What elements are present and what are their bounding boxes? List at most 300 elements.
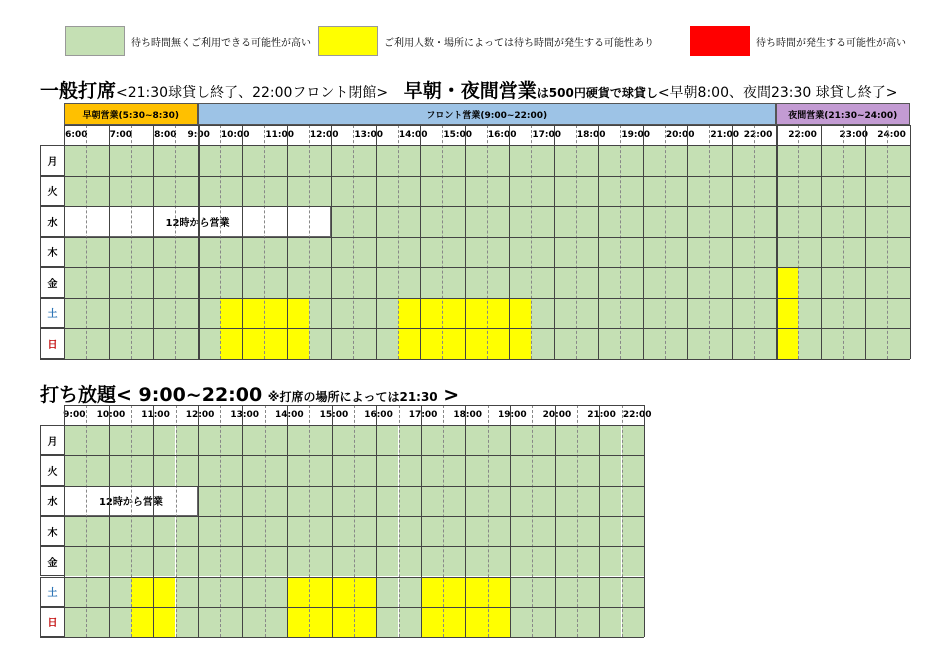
slot-cell xyxy=(821,145,843,176)
slot-cell xyxy=(64,516,86,546)
slot-cell xyxy=(554,206,576,237)
slot-cell xyxy=(576,237,598,268)
slot-cell xyxy=(287,267,309,298)
grid-vline xyxy=(509,125,510,359)
slot-cell xyxy=(510,607,532,637)
slot-cell xyxy=(398,267,420,298)
slot-cell xyxy=(465,486,487,516)
slot-cell xyxy=(665,176,687,207)
slot-cell xyxy=(220,607,242,637)
band-0: 早朝営業(5:30~8:30) xyxy=(64,103,198,125)
slot-cell xyxy=(821,328,843,359)
slot-cell xyxy=(665,145,687,176)
slot-cell xyxy=(420,237,442,268)
slot-cell xyxy=(109,607,131,637)
slot-cell xyxy=(86,237,108,268)
slot-cell xyxy=(332,577,354,607)
slot-cell xyxy=(643,328,665,359)
slot-cell xyxy=(798,267,820,298)
slot-cell xyxy=(465,546,487,576)
slot-cell xyxy=(309,607,331,637)
grid-vline xyxy=(488,405,489,637)
slot-cell xyxy=(153,267,175,298)
slot-cell xyxy=(622,486,644,516)
slot-cell xyxy=(64,577,86,607)
slot-cell xyxy=(420,298,442,329)
slot-cell xyxy=(242,607,264,637)
slot-cell xyxy=(420,267,442,298)
grid-hline xyxy=(40,425,644,426)
legend-item-green xyxy=(65,26,311,56)
slot-cell xyxy=(198,486,220,516)
slot-cell xyxy=(665,267,687,298)
slot-cell xyxy=(287,176,309,207)
slot-cell xyxy=(443,577,465,607)
slot-cell xyxy=(420,328,442,359)
grid-vline xyxy=(843,125,844,359)
slot-cell xyxy=(109,298,131,329)
slot-cell xyxy=(220,546,242,576)
slot-cell xyxy=(198,145,220,176)
slot-cell xyxy=(64,425,86,455)
grid-vline xyxy=(798,125,799,359)
slot-cell xyxy=(198,328,220,359)
slot-cell xyxy=(665,298,687,329)
slot-cell xyxy=(354,607,376,637)
slot-cell xyxy=(732,298,754,329)
slot-cell xyxy=(86,455,108,485)
slot-cell xyxy=(531,176,553,207)
legend-item-yellow xyxy=(318,26,654,56)
slot-cell xyxy=(353,328,375,359)
slot-cell xyxy=(86,546,108,576)
slot-cell xyxy=(709,267,731,298)
grid-vline xyxy=(709,125,710,359)
slot-cell xyxy=(354,516,376,546)
slot-cell xyxy=(620,176,642,207)
slot-cell xyxy=(242,176,264,207)
slot-cell xyxy=(622,425,644,455)
slot-cell xyxy=(309,145,331,176)
slot-cell xyxy=(465,267,487,298)
grid-vline xyxy=(510,405,511,637)
slot-cell xyxy=(332,455,354,485)
grid-vline xyxy=(376,125,377,359)
slot-cell xyxy=(598,267,620,298)
time-label: 14:00 xyxy=(398,130,428,140)
day-label: 月 xyxy=(40,425,65,455)
slot-cell xyxy=(488,546,510,576)
section1-title: 一般打席 xyxy=(40,80,117,102)
time-label: 6:00 xyxy=(65,130,88,140)
slot-cell xyxy=(86,176,108,207)
band-1: フロント営業(9:00~22:00) xyxy=(198,103,777,125)
slot-cell xyxy=(86,577,108,607)
slot-cell xyxy=(175,176,197,207)
grid-hline xyxy=(40,145,910,146)
slot-cell xyxy=(576,328,598,359)
slot-cell xyxy=(265,546,287,576)
slot-cell xyxy=(332,516,354,546)
slot-cell xyxy=(109,145,131,176)
slot-cell xyxy=(109,425,131,455)
slot-cell xyxy=(309,267,331,298)
slot-cell xyxy=(577,546,599,576)
slot-cell xyxy=(709,176,731,207)
grid-hline xyxy=(40,328,910,329)
slot-cell xyxy=(153,516,175,546)
slot-cell xyxy=(198,455,220,485)
slot-cell xyxy=(643,298,665,329)
slot-cell xyxy=(332,546,354,576)
slot-cell xyxy=(175,328,197,359)
slot-cell xyxy=(399,455,421,485)
slot-cell xyxy=(376,145,398,176)
slot-cell xyxy=(487,267,509,298)
slot-cell xyxy=(421,486,443,516)
slot-cell xyxy=(220,577,242,607)
slot-cell xyxy=(754,176,776,207)
slot-cell xyxy=(620,328,642,359)
slot-cell xyxy=(532,546,554,576)
slot-cell xyxy=(242,237,264,268)
slot-cell xyxy=(709,145,731,176)
slot-cell xyxy=(376,176,398,207)
grid-hline xyxy=(40,455,644,456)
slot-cell xyxy=(576,145,598,176)
grid-vline xyxy=(487,125,488,359)
slot-cell xyxy=(620,298,642,329)
closed-label: 12時から営業 xyxy=(64,206,331,237)
grid-hline xyxy=(40,516,644,517)
slot-cell xyxy=(198,425,220,455)
slot-cell xyxy=(399,486,421,516)
slot-cell xyxy=(532,425,554,455)
slot-cell xyxy=(309,298,331,329)
grid-vline xyxy=(175,125,176,359)
slot-cell xyxy=(599,425,621,455)
grid-hline xyxy=(40,267,910,268)
time-label: 23:00 xyxy=(839,130,869,140)
grid-vline xyxy=(198,125,200,359)
slot-cell xyxy=(443,546,465,576)
slot-cell xyxy=(220,176,242,207)
slot-cell xyxy=(465,237,487,268)
slot-cell xyxy=(109,546,131,576)
grid-vline xyxy=(399,405,400,637)
slot-cell xyxy=(265,607,287,637)
time-label: 9:00 xyxy=(63,410,86,420)
grid-vline xyxy=(376,405,377,637)
slot-cell xyxy=(287,237,309,268)
slot-cell xyxy=(865,145,887,176)
slot-cell xyxy=(732,206,754,237)
slot-cell xyxy=(599,455,621,485)
grid-vline xyxy=(131,125,132,359)
grid-vline xyxy=(665,125,666,359)
grid-vline xyxy=(532,405,533,637)
slot-cell xyxy=(287,607,309,637)
slot-cell xyxy=(487,176,509,207)
slot-cell xyxy=(175,298,197,329)
grid-vline xyxy=(420,125,421,359)
slot-cell xyxy=(643,176,665,207)
slot-cell xyxy=(442,237,464,268)
slot-cell xyxy=(309,516,331,546)
section2-heading xyxy=(40,380,459,407)
time-label: 17:00 xyxy=(532,130,562,140)
slot-cell xyxy=(242,577,264,607)
slot-cell xyxy=(843,237,865,268)
slot-cell xyxy=(64,328,86,359)
time-label: 11:00 xyxy=(265,130,295,140)
grid-vline xyxy=(776,125,778,359)
time-label: 12:00 xyxy=(309,130,339,140)
grid-vline xyxy=(643,125,644,359)
time-label: 10:00 xyxy=(96,410,126,420)
section1-heading xyxy=(40,76,898,103)
slot-cell xyxy=(465,328,487,359)
slot-cell xyxy=(510,455,532,485)
grid-vline xyxy=(198,405,199,637)
slot-cell xyxy=(555,455,577,485)
slot-cell xyxy=(131,425,153,455)
slot-cell xyxy=(576,206,598,237)
slot-cell xyxy=(821,267,843,298)
slot-cell xyxy=(109,516,131,546)
time-label: 8:00 xyxy=(154,130,177,140)
grid-vline xyxy=(865,125,866,359)
day-label: 日 xyxy=(40,328,65,359)
slot-cell xyxy=(353,176,375,207)
slot-cell xyxy=(131,546,153,576)
slot-cell xyxy=(687,237,709,268)
slot-cell xyxy=(598,237,620,268)
slot-cell xyxy=(554,267,576,298)
slot-cell xyxy=(687,145,709,176)
closed-label: 12時から営業 xyxy=(64,486,198,516)
slot-cell xyxy=(442,206,464,237)
slot-cell xyxy=(64,176,86,207)
slot-cell xyxy=(509,267,531,298)
slot-cell xyxy=(487,237,509,268)
slot-cell xyxy=(131,607,153,637)
slot-cell xyxy=(354,455,376,485)
slot-cell xyxy=(754,298,776,329)
slot-cell xyxy=(865,237,887,268)
slot-cell xyxy=(176,546,198,576)
slot-cell xyxy=(354,486,376,516)
slot-cell xyxy=(331,176,353,207)
time-label: 15:00 xyxy=(319,410,349,420)
legend-swatch-yellow xyxy=(318,26,378,56)
slot-cell xyxy=(620,206,642,237)
grid-vline xyxy=(109,125,110,359)
slot-cell xyxy=(86,328,108,359)
slot-cell xyxy=(309,328,331,359)
slot-cell xyxy=(376,607,398,637)
slot-cell xyxy=(510,577,532,607)
slot-cell xyxy=(687,176,709,207)
time-label: 13:00 xyxy=(230,410,260,420)
slot-cell xyxy=(510,546,532,576)
slot-cell xyxy=(242,455,264,485)
grid-vline xyxy=(442,125,443,359)
slot-cell xyxy=(620,145,642,176)
section1-note: <21:30球貸し終了、22:00フロント閉館> xyxy=(116,85,389,101)
slot-cell xyxy=(598,145,620,176)
slot-cell xyxy=(398,176,420,207)
time-label: 22:00 xyxy=(788,130,817,140)
slot-cell xyxy=(398,298,420,329)
slot-cell xyxy=(509,328,531,359)
slot-cell xyxy=(421,607,443,637)
slot-cell xyxy=(331,206,353,237)
slot-cell xyxy=(399,516,421,546)
slot-cell xyxy=(220,516,242,546)
slot-cell xyxy=(442,267,464,298)
slot-cell xyxy=(554,176,576,207)
grid-vline xyxy=(598,125,599,359)
slot-cell xyxy=(376,267,398,298)
slot-cell xyxy=(421,577,443,607)
slot-cell xyxy=(798,298,820,329)
slot-cell xyxy=(398,145,420,176)
grid-vline xyxy=(242,125,243,359)
slot-cell xyxy=(599,607,621,637)
slot-cell xyxy=(665,206,687,237)
grid-hline xyxy=(64,405,644,406)
slot-cell xyxy=(376,516,398,546)
time-label: 12:00 xyxy=(185,410,215,420)
slot-cell xyxy=(86,516,108,546)
slot-cell xyxy=(465,425,487,455)
grid-vline xyxy=(309,405,310,637)
slot-cell xyxy=(687,298,709,329)
slot-cell xyxy=(531,298,553,329)
slot-cell xyxy=(687,328,709,359)
time-label: 21:00 xyxy=(587,410,616,420)
slot-cell xyxy=(331,328,353,359)
slot-cell xyxy=(442,145,464,176)
time-label: 16:00 xyxy=(487,130,517,140)
slot-cell xyxy=(665,237,687,268)
slot-cell xyxy=(798,145,820,176)
slot-cell xyxy=(131,455,153,485)
slot-cell xyxy=(398,328,420,359)
slot-cell xyxy=(131,176,153,207)
day-label: 水 xyxy=(40,206,65,237)
grid-vline xyxy=(910,125,911,359)
slot-cell xyxy=(309,577,331,607)
slot-cell xyxy=(531,237,553,268)
slot-cell xyxy=(554,298,576,329)
slot-cell xyxy=(465,206,487,237)
slot-cell xyxy=(376,455,398,485)
grid-vline xyxy=(555,405,556,637)
slot-cell xyxy=(577,486,599,516)
grid-hline xyxy=(40,546,644,547)
slot-cell xyxy=(287,425,309,455)
slot-cell xyxy=(64,237,86,268)
slot-cell xyxy=(465,145,487,176)
slot-cell xyxy=(265,455,287,485)
slot-cell xyxy=(242,145,264,176)
slot-cell xyxy=(821,176,843,207)
slot-cell xyxy=(465,577,487,607)
grid-vline xyxy=(86,125,87,359)
grid-vline xyxy=(465,405,466,637)
slot-cell xyxy=(353,298,375,329)
slot-cell xyxy=(399,425,421,455)
slot-cell xyxy=(131,237,153,268)
day-label: 土 xyxy=(40,577,65,607)
slot-cell xyxy=(555,546,577,576)
slot-cell xyxy=(86,267,108,298)
grid-vline xyxy=(332,405,333,637)
slot-cell xyxy=(865,267,887,298)
slot-cell xyxy=(64,298,86,329)
slot-cell xyxy=(687,206,709,237)
slot-cell xyxy=(865,328,887,359)
legend-label-green: 待ち時間無くご利用できる可能性が高い xyxy=(131,37,311,49)
slot-cell xyxy=(153,425,175,455)
slot-cell xyxy=(354,425,376,455)
grid-hline xyxy=(40,237,910,238)
grid-vline xyxy=(220,125,221,359)
slot-cell xyxy=(465,607,487,637)
slot-cell xyxy=(309,237,331,268)
slot-cell xyxy=(109,267,131,298)
slot-cell xyxy=(887,237,909,268)
slot-cell xyxy=(465,298,487,329)
time-label: 15:00 xyxy=(443,130,473,140)
section2-title: 打ち放題 xyxy=(40,384,117,406)
grid-vline xyxy=(622,405,623,637)
grid-vline xyxy=(287,125,288,359)
slot-cell xyxy=(376,206,398,237)
slot-cell xyxy=(353,237,375,268)
slot-cell xyxy=(242,546,264,576)
slot-cell xyxy=(577,425,599,455)
slot-cell xyxy=(442,298,464,329)
grid-vline xyxy=(220,405,221,637)
slot-cell xyxy=(577,577,599,607)
slot-cell xyxy=(399,546,421,576)
slot-cell xyxy=(821,298,843,329)
slot-cell xyxy=(309,455,331,485)
section1-title2: 早朝・夜間営業 xyxy=(403,80,537,102)
slot-cell xyxy=(287,298,309,329)
slot-cell xyxy=(709,206,731,237)
slot-cell xyxy=(531,328,553,359)
grid-vline xyxy=(732,125,733,359)
grid-vline xyxy=(242,405,243,637)
slot-cell xyxy=(443,425,465,455)
legend-label-yellow: ご利用人数・場所によっては待ち時間が発生する可能性あり xyxy=(384,37,654,49)
slot-cell xyxy=(331,237,353,268)
slot-cell xyxy=(86,145,108,176)
slot-cell xyxy=(865,176,887,207)
slot-cell xyxy=(798,176,820,207)
time-label: 20:00 xyxy=(665,130,695,140)
slot-cell xyxy=(622,607,644,637)
slot-cell xyxy=(421,455,443,485)
slot-cell xyxy=(198,267,220,298)
time-label: 7:00 xyxy=(109,130,133,140)
slot-cell xyxy=(287,455,309,485)
slot-cell xyxy=(555,607,577,637)
